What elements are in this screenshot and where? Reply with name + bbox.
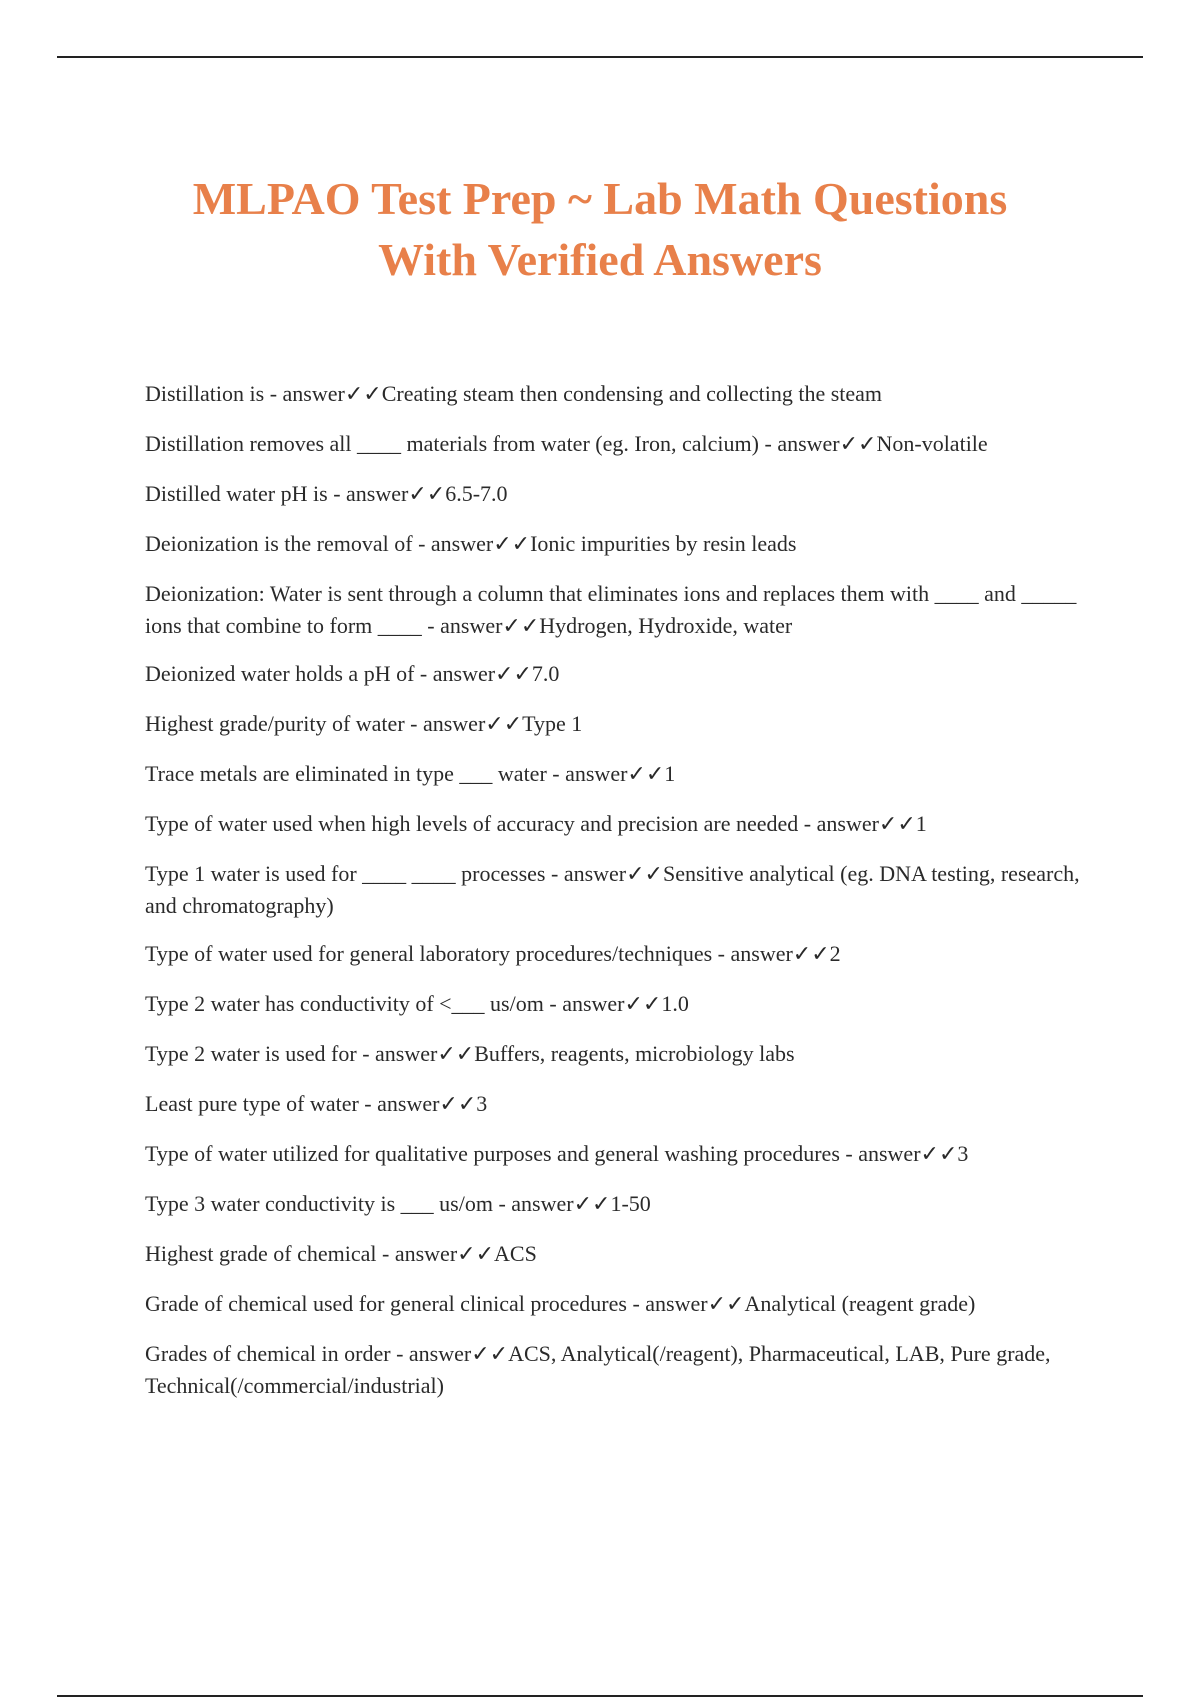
answer-text: Ionic impurities by resin leads [530, 531, 797, 556]
separator: - [543, 991, 563, 1016]
question-text: Distillation removes all ____ materials from water (eg. Iron, calcium) [145, 431, 759, 456]
answer-marker: answer✓✓ [565, 761, 665, 786]
title-line-2: With Verified Answers [378, 234, 822, 285]
answer-text: 1.0 [661, 991, 689, 1016]
separator: - [626, 1291, 646, 1316]
answer-marker: answer✓✓ [562, 991, 662, 1016]
answer-marker: answer✓✓ [440, 613, 540, 638]
qa-item [145, 1088, 1085, 1120]
question-text: Type 2 water is used for [145, 1041, 357, 1066]
answer-marker: answer✓✓ [645, 1291, 745, 1316]
separator: - [327, 481, 347, 506]
answer-marker: answer✓✓ [777, 431, 877, 456]
separator: - [414, 661, 433, 686]
answer-text: ACS [494, 1241, 537, 1266]
separator: - [390, 1341, 409, 1366]
answer-text: 3 [957, 1141, 969, 1166]
bottom-rule [57, 1695, 1143, 1697]
separator: - [758, 431, 778, 456]
qa-item [145, 808, 1085, 840]
answer-text: 6.5-7.0 [445, 481, 508, 506]
answer-text: Sensitive analytical (eg. DNA testing, research, and chromatography) [145, 861, 1080, 918]
separator: - [546, 761, 566, 786]
answer-text: Creating steam then condensing and collecting the steam [381, 381, 883, 406]
answer-marker: answer✓✓ [346, 481, 446, 506]
separator: - [421, 613, 441, 638]
separator: - [356, 1041, 376, 1066]
question-text: Distilled water pH is [145, 481, 328, 506]
qa-item [145, 708, 1085, 740]
qa-item [145, 1338, 1085, 1402]
qa-item [145, 858, 1085, 922]
qa-item [145, 428, 1085, 460]
separator: - [492, 1191, 512, 1216]
answer-marker: answer✓✓ [430, 531, 531, 556]
qa-item [145, 1288, 1085, 1320]
answer-marker: answer✓✓ [408, 1341, 509, 1366]
question-text: Type 3 water conductivity is ___ us/om [145, 1191, 493, 1216]
qa-item [145, 938, 1085, 970]
qa-item [145, 988, 1085, 1020]
question-text: Grades of chemical in order [145, 1341, 391, 1366]
answer-text: Hydrogen, Hydroxide, water [539, 613, 793, 638]
answer-marker: answer✓✓ [563, 861, 663, 886]
qa-item [145, 378, 1085, 410]
question-text: Highest grade/purity of water [145, 711, 405, 736]
separator: - [358, 1091, 378, 1116]
question-text: Type of water used for general laboratory procedures/techniques [145, 941, 713, 966]
answer-text: Buffers, reagents, microbiology labs [474, 1041, 795, 1066]
separator: - [545, 861, 564, 886]
qa-item [145, 528, 1085, 560]
qa-item [145, 758, 1085, 790]
page-title [0, 168, 1200, 290]
answer-marker: answer✓✓ [816, 811, 916, 836]
answer-text: 1-50 [610, 1191, 651, 1216]
question-text: Trace metals are eliminated in type ___ water [145, 761, 547, 786]
question-text: Deionization is the removal of [145, 531, 413, 556]
separator: - [712, 941, 731, 966]
answer-marker: answer✓✓ [730, 941, 830, 966]
question-text: Deionized water holds a pH of [145, 661, 415, 686]
answer-text: 7.0 [531, 661, 560, 686]
question-text: Deionization: Water is sent through a column that eliminates ions and replaces them with ____ and _____ ions that combine to form ____ [145, 581, 1077, 638]
separator: - [412, 531, 431, 556]
answer-marker: answer✓✓ [511, 1191, 611, 1216]
answer-marker: answer✓✓ [422, 711, 523, 736]
qa-item [145, 478, 1085, 510]
qa-item [145, 1138, 1085, 1170]
answer-marker: answer✓✓ [858, 1141, 958, 1166]
separator: - [839, 1141, 859, 1166]
qa-item [145, 1238, 1085, 1270]
separator: - [404, 711, 423, 736]
title-line-1: MLPAO Test Prep ~ Lab Math Questions [192, 173, 1008, 224]
answer-text: Non-volatile [876, 431, 988, 456]
answer-marker: answer✓✓ [282, 381, 382, 406]
top-rule [57, 56, 1143, 58]
answer-marker: answer✓✓ [375, 1041, 475, 1066]
question-text: Type 1 water is used for ____ ____ processes [145, 861, 546, 886]
question-text: Least pure type of water [145, 1091, 359, 1116]
question-text: Highest grade of chemical [145, 1241, 377, 1266]
separator: - [798, 811, 817, 836]
qa-item [145, 1038, 1085, 1070]
answer-text: 3 [476, 1091, 488, 1116]
separator: - [376, 1241, 395, 1266]
question-text: Type of water utilized for qualitative purposes and general washing procedures [145, 1141, 840, 1166]
separator: - [264, 381, 283, 406]
question-text: Type 2 water has conductivity of <___ us/om [145, 991, 544, 1016]
question-text: Type of water used when high levels of accuracy and precision are needed [145, 811, 799, 836]
question-text: Grade of chemical used for general clinical procedures [145, 1291, 627, 1316]
answer-text: Type 1 [522, 711, 583, 736]
qa-item [145, 1188, 1085, 1220]
answer-text: 2 [829, 941, 841, 966]
answer-text: Analytical (reagent grade) [744, 1291, 976, 1316]
answer-marker: answer✓✓ [394, 1241, 495, 1266]
qa-item [145, 578, 1085, 642]
answer-text: 1 [664, 761, 676, 786]
answer-text: ACS, Analytical(/reagent), Pharmaceutical, LAB, Pure grade, Technical(/commercial/industrial) [145, 1341, 1051, 1398]
answer-marker: answer✓✓ [377, 1091, 477, 1116]
answer-text: 1 [915, 811, 927, 836]
answer-marker: answer✓✓ [432, 661, 532, 686]
question-text: Distillation is [145, 381, 265, 406]
qa-item [145, 658, 1085, 690]
qa-list [145, 378, 1085, 1418]
